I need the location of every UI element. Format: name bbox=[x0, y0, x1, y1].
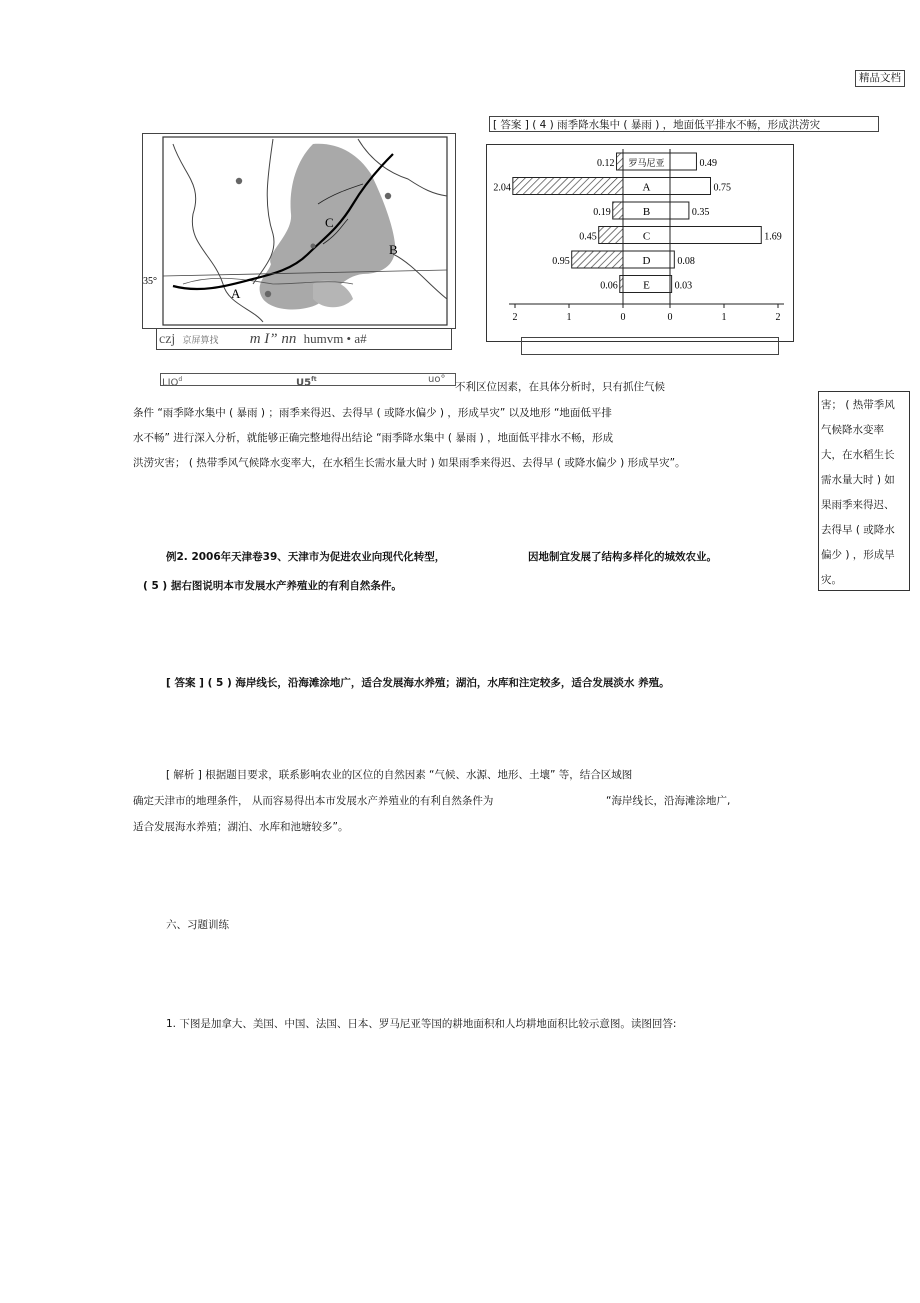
data-label-right-4: 0.08 bbox=[677, 256, 695, 267]
side-note-line: 偏少 ) ，形成旱 bbox=[821, 549, 895, 561]
scale-mid: $U5^{ft}$ bbox=[296, 376, 317, 389]
example2-line1b: 因地制宜发展了结构多样化的城效农业。 bbox=[528, 551, 717, 563]
answer-4-box: [ 答案 ] ( 4 ) 雨季降水集中 ( 暴雨 ) ，地面低平排水不畅，形成洪涝灾 bbox=[489, 116, 879, 132]
map-caption-box bbox=[156, 328, 452, 350]
tick-label-right-0: 0 bbox=[667, 312, 673, 323]
shaded-patch bbox=[313, 280, 353, 307]
data-label-left-2: 0.19 bbox=[593, 207, 611, 218]
category-label-1: A bbox=[642, 181, 651, 194]
tick-label-right-2: 2 bbox=[775, 312, 781, 323]
city-dot-4 bbox=[311, 244, 316, 249]
side-note-line: 果雨季来得迟、 bbox=[821, 499, 895, 511]
analysis1-line4: 洪涝灾害； ( 热带季风气候降水变率大，在水稻生长需水量大时 ) 如果雨季来得迟、去得早 ( 或降水偏少 ) 形成旱灾”。 bbox=[133, 457, 686, 469]
category-label-2: B bbox=[642, 206, 651, 218]
data-label-left-4: 0.95 bbox=[552, 256, 570, 267]
scale-left: LIO$^d$ bbox=[162, 376, 183, 389]
tick-label-left-2: 0 bbox=[620, 312, 626, 323]
analysis2-line2a: 确定天津市的地理条件， 从而容易得出本市发展水产养殖业的有利自然条件为 bbox=[133, 795, 494, 807]
bar-left-2 bbox=[613, 202, 623, 219]
analysis1-line2: 条件 “雨季降水集中 ( 暴雨 ) ；雨季来得迟、去得早 ( 或降水偏少 ) ，形成旱灾” 以及地形 “地面低平排 bbox=[133, 407, 612, 419]
question-1: 1. 下图是加拿大、美国、中国、法国、日本、罗马尼亚等国的耕地面积和人均耕地面积比较示意图。读图回答: bbox=[166, 1018, 677, 1030]
map-label-c: C bbox=[325, 215, 334, 230]
tick-label-left-1: 1 bbox=[566, 312, 572, 323]
map-label-b: B bbox=[389, 242, 398, 257]
bar-chart bbox=[487, 145, 793, 341]
city-dot-2 bbox=[265, 291, 271, 297]
category-label-4: D bbox=[642, 255, 651, 267]
side-note-line: 害； ( 热带季风 bbox=[821, 399, 895, 411]
data-label-left-0: 0.12 bbox=[597, 158, 615, 169]
caption-part2: 京屏算找 bbox=[182, 336, 219, 346]
category-label-0: 罗马尼亚 bbox=[628, 158, 665, 168]
bar-left-1 bbox=[513, 178, 623, 195]
border-line-4 bbox=[393, 254, 447, 299]
data-label-right-0: 0.49 bbox=[699, 158, 717, 169]
data-label-right-3: 1.69 bbox=[764, 231, 782, 243]
data-label-left-1: 2.04 bbox=[493, 182, 511, 194]
data-label-left-5: 0.06 bbox=[600, 280, 618, 292]
scale-box bbox=[160, 373, 456, 389]
side-note-box bbox=[818, 391, 910, 591]
border-line-1 bbox=[173, 144, 263, 322]
scale-right: uo° bbox=[428, 374, 446, 385]
caption-part4: humvm • a# bbox=[303, 331, 367, 346]
bar-chart-box bbox=[486, 144, 794, 342]
side-note-line: 大，在水稻生长 bbox=[821, 449, 895, 461]
map-label-lat: 35° bbox=[143, 276, 157, 287]
tick-label-left-0: 2 bbox=[512, 312, 518, 323]
bar-right-3 bbox=[670, 227, 761, 244]
bar-right-0 bbox=[670, 153, 696, 170]
city-dot-1 bbox=[236, 178, 242, 184]
tick-label-right-1: 1 bbox=[721, 312, 727, 323]
analysis1-line1-tail: 不利区位因素，在具体分析时，只有抓住气候 bbox=[455, 381, 665, 393]
map-figure bbox=[142, 133, 456, 329]
caption-part1: czj bbox=[159, 332, 176, 347]
side-note-line: 气候降水变率 bbox=[821, 424, 884, 436]
bar-left-0 bbox=[617, 153, 623, 170]
side-note-line: 需水量大时 ) 如 bbox=[821, 474, 895, 486]
analysis2-line3: 适合发展海水养殖；湖泊、水库和池塘较多”。 bbox=[133, 821, 349, 833]
section-6-title: 六、习题训练 bbox=[166, 919, 229, 931]
bar-left-3 bbox=[599, 227, 623, 244]
example2-line1a: 例2. 2006年天津卷39、天津市为促进农业向现代化转型， bbox=[166, 551, 446, 563]
data-label-right-2: 0.35 bbox=[691, 207, 710, 218]
data-label-right-5: 0.03 bbox=[674, 280, 693, 292]
side-note-line: 灾。 bbox=[821, 574, 842, 586]
analysis1-line3: 水不畅” 进行深入分析，就能够正确完整地得出结论 “雨季降水集中 ( 暴雨 ) ，地面低平排水不畅，形成 bbox=[133, 432, 614, 444]
header-badge: 精品文档 bbox=[855, 70, 905, 87]
answer5: [ 答案 ] ( 5 ) 海岸线长，沿海滩涂地广，适合发展海水养殖；湖泊，水库和注定较多，适合发展淡水 养殖。 bbox=[166, 677, 670, 689]
category-label-3: C bbox=[642, 230, 651, 243]
bar-left-4 bbox=[572, 251, 623, 268]
category-label-5: E bbox=[643, 279, 650, 292]
side-note-line: 去得早 ( 或降水 bbox=[821, 524, 895, 536]
map-label-a: A bbox=[231, 286, 241, 301]
data-label-left-3: 0.45 bbox=[579, 231, 597, 243]
bar-right-4 bbox=[670, 251, 674, 268]
chart-caption-box bbox=[521, 337, 779, 355]
bar-right-2 bbox=[670, 202, 689, 219]
city-dot-3 bbox=[385, 193, 391, 199]
bar-right-1 bbox=[670, 178, 711, 195]
caption-part3: m I” nn bbox=[249, 331, 297, 347]
map-svg bbox=[143, 134, 455, 328]
data-label-right-1: 0.75 bbox=[713, 182, 731, 194]
analysis2-line1: [ 解析 ] 根据题目要求，联系影响农业的区位的自然因素 “气候、水源、地形、土壤” 等，结合区域图 bbox=[166, 769, 633, 781]
example2-line2: ( 5 ) 据右图说明本市发展水产养殖业的有利自然条件。 bbox=[143, 580, 402, 592]
analysis2-line2b: “海岸线长，沿海滩涂地广, bbox=[606, 795, 731, 807]
